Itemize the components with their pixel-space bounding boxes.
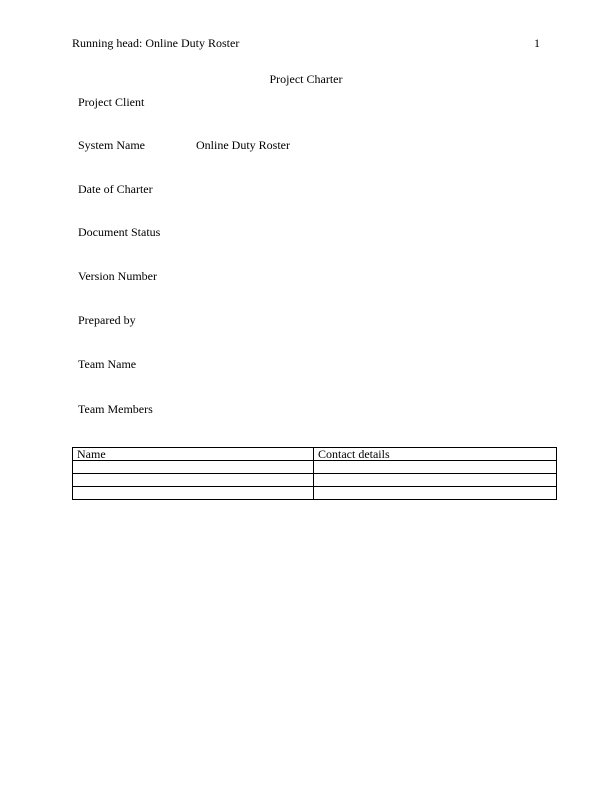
- cell-name[interactable]: [73, 461, 314, 474]
- table-row: [73, 461, 557, 474]
- team-members-table: [72, 447, 557, 500]
- cell-contact-details[interactable]: [314, 474, 557, 487]
- field-label-system-name: System Name: [78, 138, 145, 152]
- field-label-project-client: Project Client: [78, 95, 145, 109]
- field-label-date-of-charter: Date of Charter: [78, 182, 153, 196]
- header-name: Name: [73, 448, 314, 461]
- table-row: [73, 487, 557, 500]
- field-label-document-status: Document Status: [78, 225, 161, 239]
- cell-contact-details[interactable]: [314, 487, 557, 500]
- cell-name[interactable]: [73, 474, 314, 487]
- page-title: Project Charter: [269, 72, 343, 86]
- field-label-version-number: Version Number: [78, 269, 157, 283]
- field-label-team-members: Team Members: [78, 402, 153, 416]
- cell-name[interactable]: [73, 487, 314, 500]
- field-value-system-name: Online Duty Roster: [196, 138, 290, 152]
- table-row: [73, 474, 557, 487]
- field-label-team-name: Team Name: [78, 357, 137, 371]
- cell-contact-details[interactable]: [314, 461, 557, 474]
- table-header-row: [73, 448, 557, 461]
- field-label-prepared-by: Prepared by: [78, 313, 136, 327]
- header-contact-details: Contact details: [314, 448, 557, 461]
- running-head: Running head: Online Duty Roster: [72, 36, 240, 50]
- page-number: 1: [534, 36, 540, 50]
